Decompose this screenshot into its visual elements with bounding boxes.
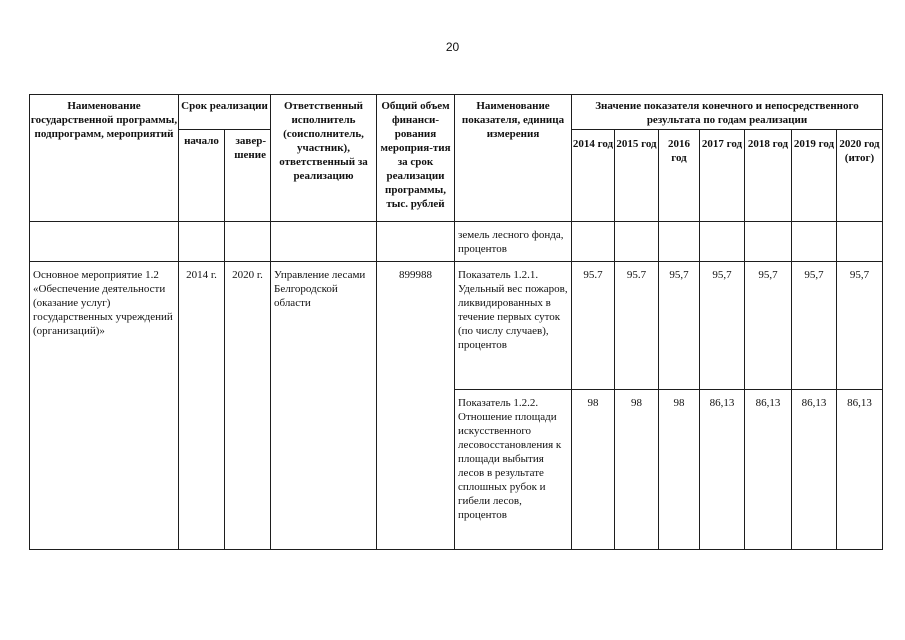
indicator-2-name: Показатель 1.2.2. Отношение площади искусственного лесовосстановления к площади выбытия лесов в результате сплошных рубок и гибели лесов, процентов: [455, 390, 572, 550]
table-row: [30, 262, 883, 390]
header-end: завер-шение: [225, 130, 271, 222]
header-year-2020: 2020 год (итог): [837, 130, 883, 222]
page-number: 20: [445, 40, 460, 54]
header-executor: Ответственный исполнитель (соисполнитель, участник), ответственный за реализацию: [271, 95, 377, 222]
indicator-1-name: Показатель 1.2.1. Удельный вес пожаров, ликвидированных в течение первых суток (по числу случаев), процентов: [455, 262, 572, 390]
indicator-2-value-2015: 98: [615, 390, 659, 550]
measure-executor: Управление лесами Белгородской области: [271, 262, 377, 550]
indicator-2-value-2014: 98: [572, 390, 615, 550]
header-values-group: Значение показателя конечного и непосредственного результата по годам реализации: [572, 95, 883, 130]
indicator-2-value-2017: 86,13: [700, 390, 745, 550]
measure-name: Основное мероприятие 1.2 «Обеспечение деятельности (оказание услуг) государственных учреждений (организаций)»: [30, 262, 179, 550]
indicator-1-value-2018: 95,7: [745, 262, 792, 390]
measure-start: 2014 г.: [179, 262, 225, 550]
indicator-1-value-2014: 95.7: [572, 262, 615, 390]
indicator-2-value-2019: 86,13: [792, 390, 837, 550]
header-program-name: Наименование государственной программы, подпрограмм, мероприятий: [30, 95, 179, 222]
indicator-1-value-2015: 95.7: [615, 262, 659, 390]
indicator-1-value-2016: 95,7: [659, 262, 700, 390]
continuation-row: [30, 222, 883, 262]
indicator-2-value-2018: 86,13: [745, 390, 792, 550]
measure-volume: 899988: [377, 262, 455, 550]
indicator-2-value-2016: 98: [659, 390, 700, 550]
indicator-2-value-2020: 86,13: [837, 390, 883, 550]
header-year-2018: 2018 год: [745, 130, 792, 222]
indicator-1-value-2020: 95,7: [837, 262, 883, 390]
header-funding-volume: Общий объем финанси-рования мероприя-тия за срок реализации программы, тыс. рублей: [377, 95, 455, 222]
measure-end: 2020 г.: [225, 262, 271, 550]
header-start: начало: [179, 130, 225, 222]
program-table: [29, 94, 883, 550]
header-indicator: Наименование показателя, единица измерения: [455, 95, 572, 222]
indicator-1-value-2019: 95,7: [792, 262, 837, 390]
header-year-2016: 2016 год: [659, 130, 700, 222]
continuation-indicator: земель лесного фонда, процентов: [455, 222, 572, 262]
indicator-1-value-2017: 95,7: [700, 262, 745, 390]
header-year-2017: 2017 год: [700, 130, 745, 222]
header-year-2015: 2015 год: [615, 130, 659, 222]
header-year-2014: 2014 год: [572, 130, 615, 222]
header-period: Срок реализации: [179, 95, 271, 130]
header-year-2019: 2019 год: [792, 130, 837, 222]
